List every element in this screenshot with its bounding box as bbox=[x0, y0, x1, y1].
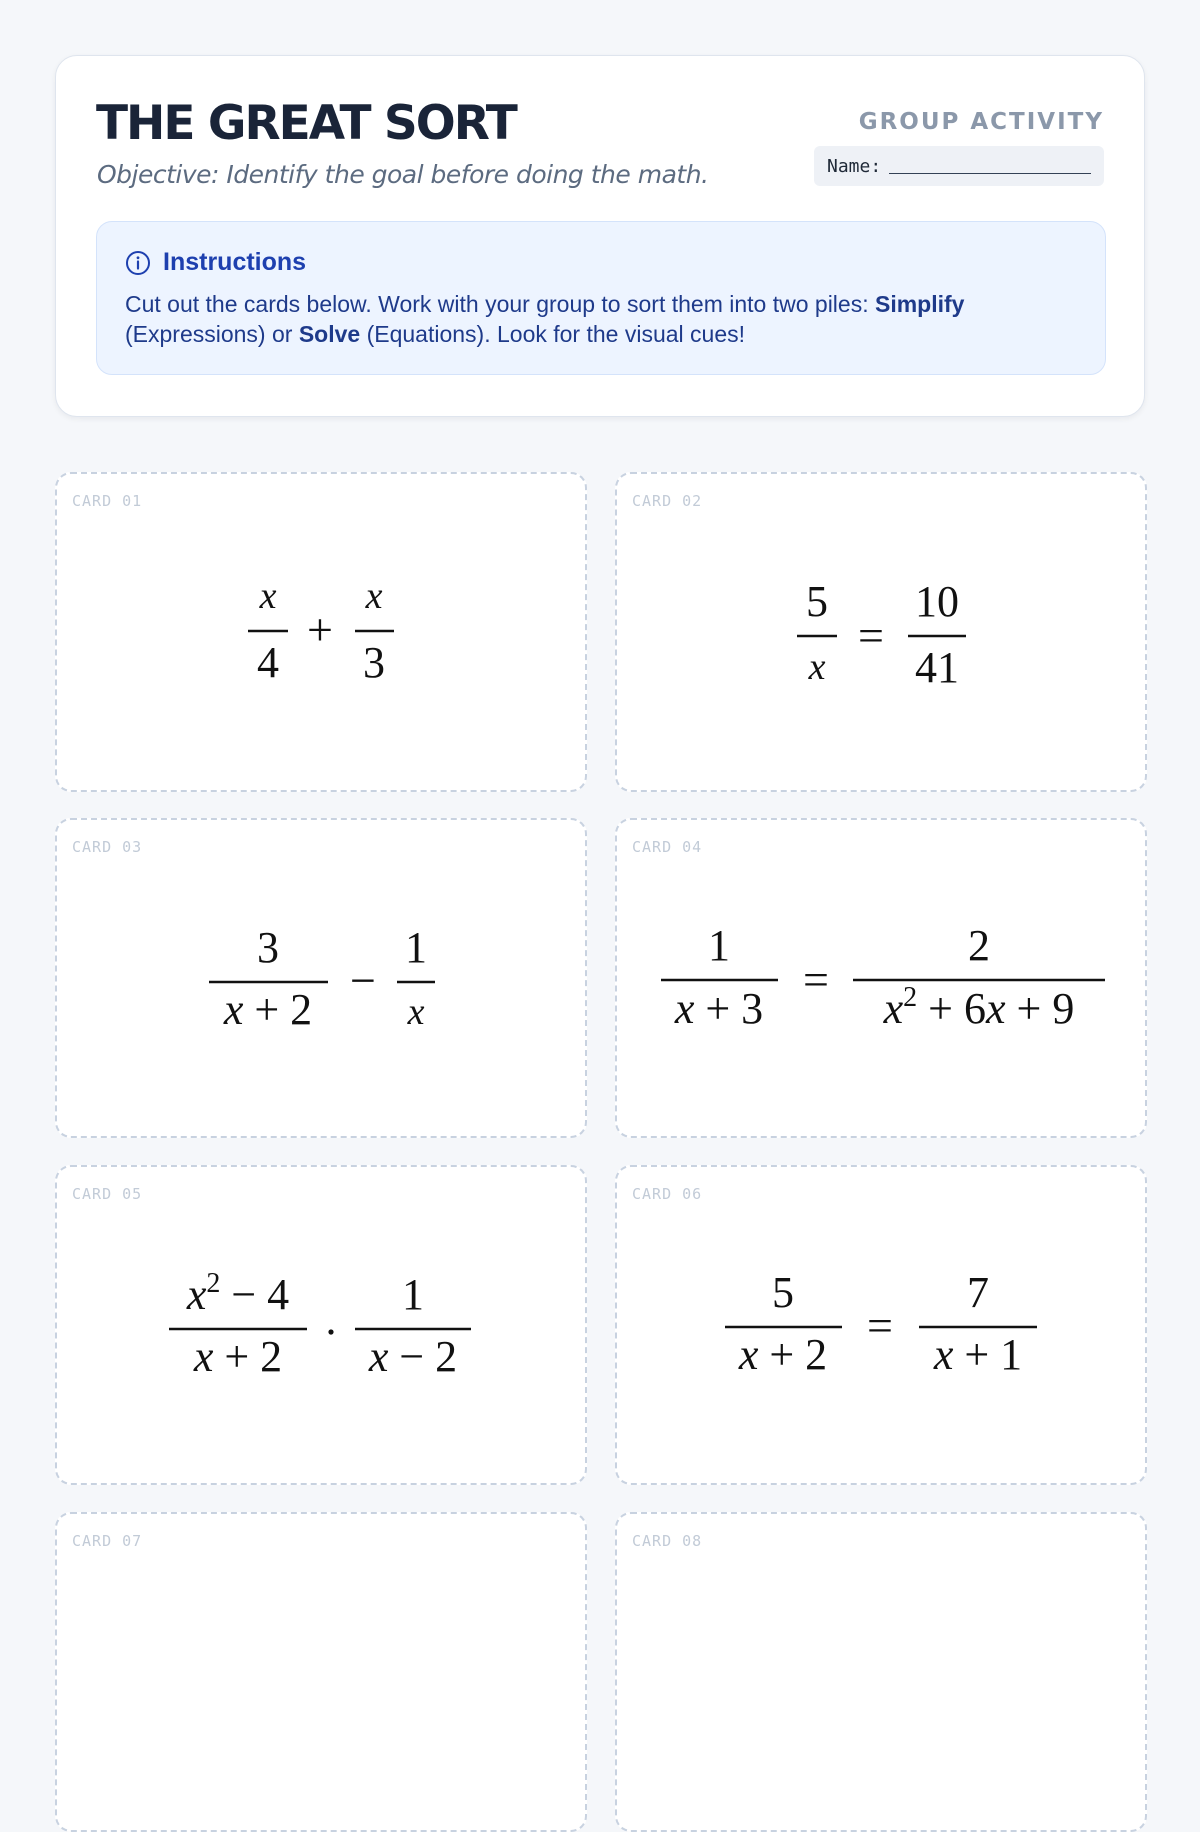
card-03-expression bbox=[57, 820, 589, 1140]
info-icon bbox=[125, 250, 151, 276]
card-label: CARD 04 bbox=[632, 838, 703, 856]
svg-text:x2 + 6x + 9: $x^2 + 6x + 9$ bbox=[883, 982, 1075, 1033]
svg-text:x + 1: x + 1 bbox=[933, 1330, 1023, 1379]
name-field[interactable] bbox=[814, 146, 1104, 186]
group-activity-label: GROUP ACTIVITY bbox=[858, 109, 1104, 135]
card-06[interactable] bbox=[615, 1165, 1147, 1485]
svg-text:x: x bbox=[259, 575, 277, 617]
svg-text:2: 2 bbox=[968, 921, 990, 970]
card-label: CARD 01 bbox=[72, 492, 143, 510]
card-05-expression bbox=[57, 1167, 589, 1487]
svg-text:x − 2: x − 2 bbox=[368, 1332, 458, 1381]
card-label: CARD 07 bbox=[72, 1532, 143, 1550]
card-label: CARD 06 bbox=[632, 1185, 703, 1203]
card-05[interactable] bbox=[55, 1165, 587, 1485]
card-06-expression bbox=[617, 1167, 1149, 1487]
svg-text:x + 3: x + 3 bbox=[674, 984, 764, 1033]
header-card bbox=[55, 55, 1145, 417]
card-02-expression bbox=[617, 474, 1149, 794]
name-label: Name: bbox=[827, 155, 882, 177]
instructions-box bbox=[96, 221, 1106, 375]
svg-text:x: x bbox=[407, 991, 425, 1033]
svg-text:=: = bbox=[803, 954, 829, 1005]
card-label: CARD 03 bbox=[72, 838, 143, 856]
page-title: THE GREAT SORT bbox=[96, 96, 516, 151]
svg-text:=: = bbox=[867, 1300, 893, 1351]
card-04-expression bbox=[617, 820, 1149, 1140]
card-01[interactable] bbox=[55, 472, 587, 792]
objective-text: Objective: Identify the goal before doing the math. bbox=[97, 160, 709, 189]
instructions-header bbox=[125, 248, 1077, 277]
card-label: CARD 08 bbox=[632, 1532, 703, 1550]
svg-text:x + 2: x + 2 bbox=[193, 1332, 283, 1381]
svg-text:3: 3 bbox=[363, 638, 385, 687]
svg-text:−: − bbox=[350, 955, 376, 1006]
instructions-text: Cut out the cards below. Work with your group to sort them into two piles: Simplify (Expressions) or Solve (Equations). Look for the visual cues! bbox=[125, 291, 965, 347]
card-03[interactable] bbox=[55, 818, 587, 1138]
svg-text:7: 7 bbox=[967, 1268, 989, 1317]
svg-text:=: = bbox=[858, 610, 884, 661]
solve-keyword: Solve bbox=[298, 321, 361, 347]
card-label: CARD 05 bbox=[72, 1185, 143, 1203]
card-02[interactable] bbox=[615, 472, 1147, 792]
svg-text:4: 4 bbox=[257, 638, 279, 687]
svg-text:41: 41 bbox=[915, 643, 959, 692]
svg-text:x: x bbox=[808, 646, 826, 688]
svg-text:x2 − 4: $x^2 - 4$ bbox=[186, 1268, 290, 1319]
card-label: CARD 02 bbox=[632, 492, 703, 510]
card-04[interactable] bbox=[615, 818, 1147, 1138]
svg-text:x + 2: x + 2 bbox=[738, 1330, 828, 1379]
svg-text:+: + bbox=[307, 604, 333, 655]
svg-text:1: 1 bbox=[402, 1270, 424, 1319]
svg-text:1: 1 bbox=[405, 923, 427, 972]
card-07[interactable] bbox=[55, 1512, 587, 1832]
card-01-expression bbox=[57, 474, 589, 794]
svg-text:5: 5 bbox=[772, 1268, 794, 1317]
svg-text:x + 2: x + 2 bbox=[223, 985, 313, 1034]
svg-text:5: 5 bbox=[806, 577, 828, 626]
svg-text:1: 1 bbox=[708, 921, 730, 970]
svg-text:x: x bbox=[365, 575, 383, 617]
card-08[interactable] bbox=[615, 1512, 1147, 1832]
simplify-keyword: Simplify bbox=[874, 291, 965, 317]
svg-text:10: 10 bbox=[915, 577, 959, 626]
name-underline bbox=[889, 173, 1091, 174]
svg-text:3: 3 bbox=[257, 923, 279, 972]
instructions-title: Instructions bbox=[163, 248, 307, 276]
